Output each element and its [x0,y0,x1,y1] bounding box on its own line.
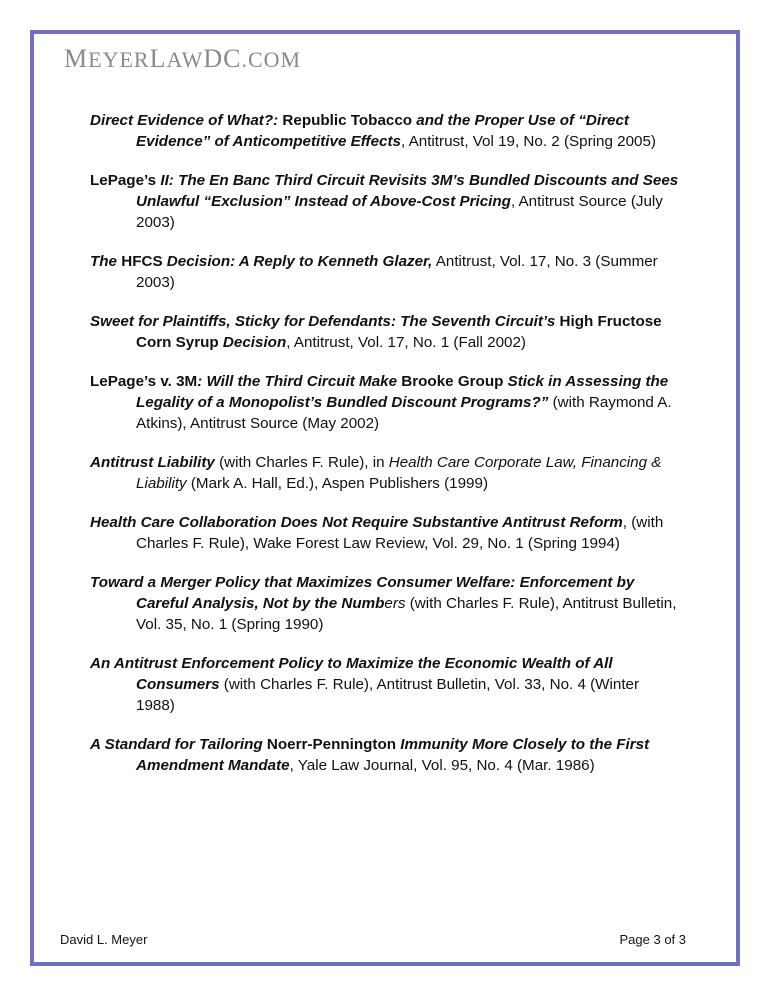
publication-entry: The HFCS Decision: A Reply to Kenneth Glazer, Antitrust, Vol. 17, No. 3 (Summer 2003) [90,253,658,291]
publications-list [90,110,680,794]
publication-entry: Direct Evidence of What?: Republic Tobacco and the Proper Use of “Direct Evidence” of Anticompetitive Effects, Antitrust, Vol 19, No. 2 (Spring 2005) [90,112,656,150]
publication-entry: Health Care Collaboration Does Not Require Substantive Antitrust Reform, (with Charles F. Rule), Wake Forest Law Review, Vol. 29, No. 1 (Spring 1994) [90,514,664,552]
publication-entry: Sweet for Plaintiffs, Sticky for Defendants: The Seventh Circuit’s High Fructose Corn Syrup Decision, Antitrust, Vol. 17, No. 1 (Fall 2002) [90,313,662,351]
publication-entry: An Antitrust Enforcement Policy to Maximize the Economic Wealth of All Consumers (with Charles F. Rule), Antitrust Bulletin, Vol. 33, No. 4 (Winter 1988) [90,655,640,714]
footer-page-number: Page 3 of 3 [619,932,686,947]
footer-author: David L. Meyer [60,932,148,947]
publication-entry: Toward a Merger Policy that Maximizes Consumer Welfare: Enforcement by Careful Analysis, Not by the Numbers (with Charles F. Rule), Antitrust Bulletin, Vol. 35, No. 1 (Spring 1990) [90,574,677,633]
publication-entry: LePage’s II: The En Banc Third Circuit Revisits 3M’s Bundled Discounts and Sees Unlawful “Exclusion” Instead of Above-Cost Pricing, Antitrust Source (July 2003) [90,172,679,231]
publication-entry: Antitrust Liability (with Charles F. Rule), in Health Care Corporate Law, Financing & Liability (Mark A. Hall, Ed.), Aspen Publishers (1999) [90,454,662,492]
publication-entry: LePage’s v. 3M: Will the Third Circuit Make Brooke Group Stick in Assessing the Legality of a Monopolist’s Bundled Discount Programs?” (with Raymond A. Atkins), Antitrust Source (May 2002) [90,373,672,432]
publication-entry: A Standard for Tailoring Noerr-Pennington Immunity More Closely to the First Amendment Mandate, Yale Law Journal, Vol. 95, No. 4 (Mar. 1986) [90,736,650,774]
site-logo: MEYERLAWDC.COM [64,44,302,73]
